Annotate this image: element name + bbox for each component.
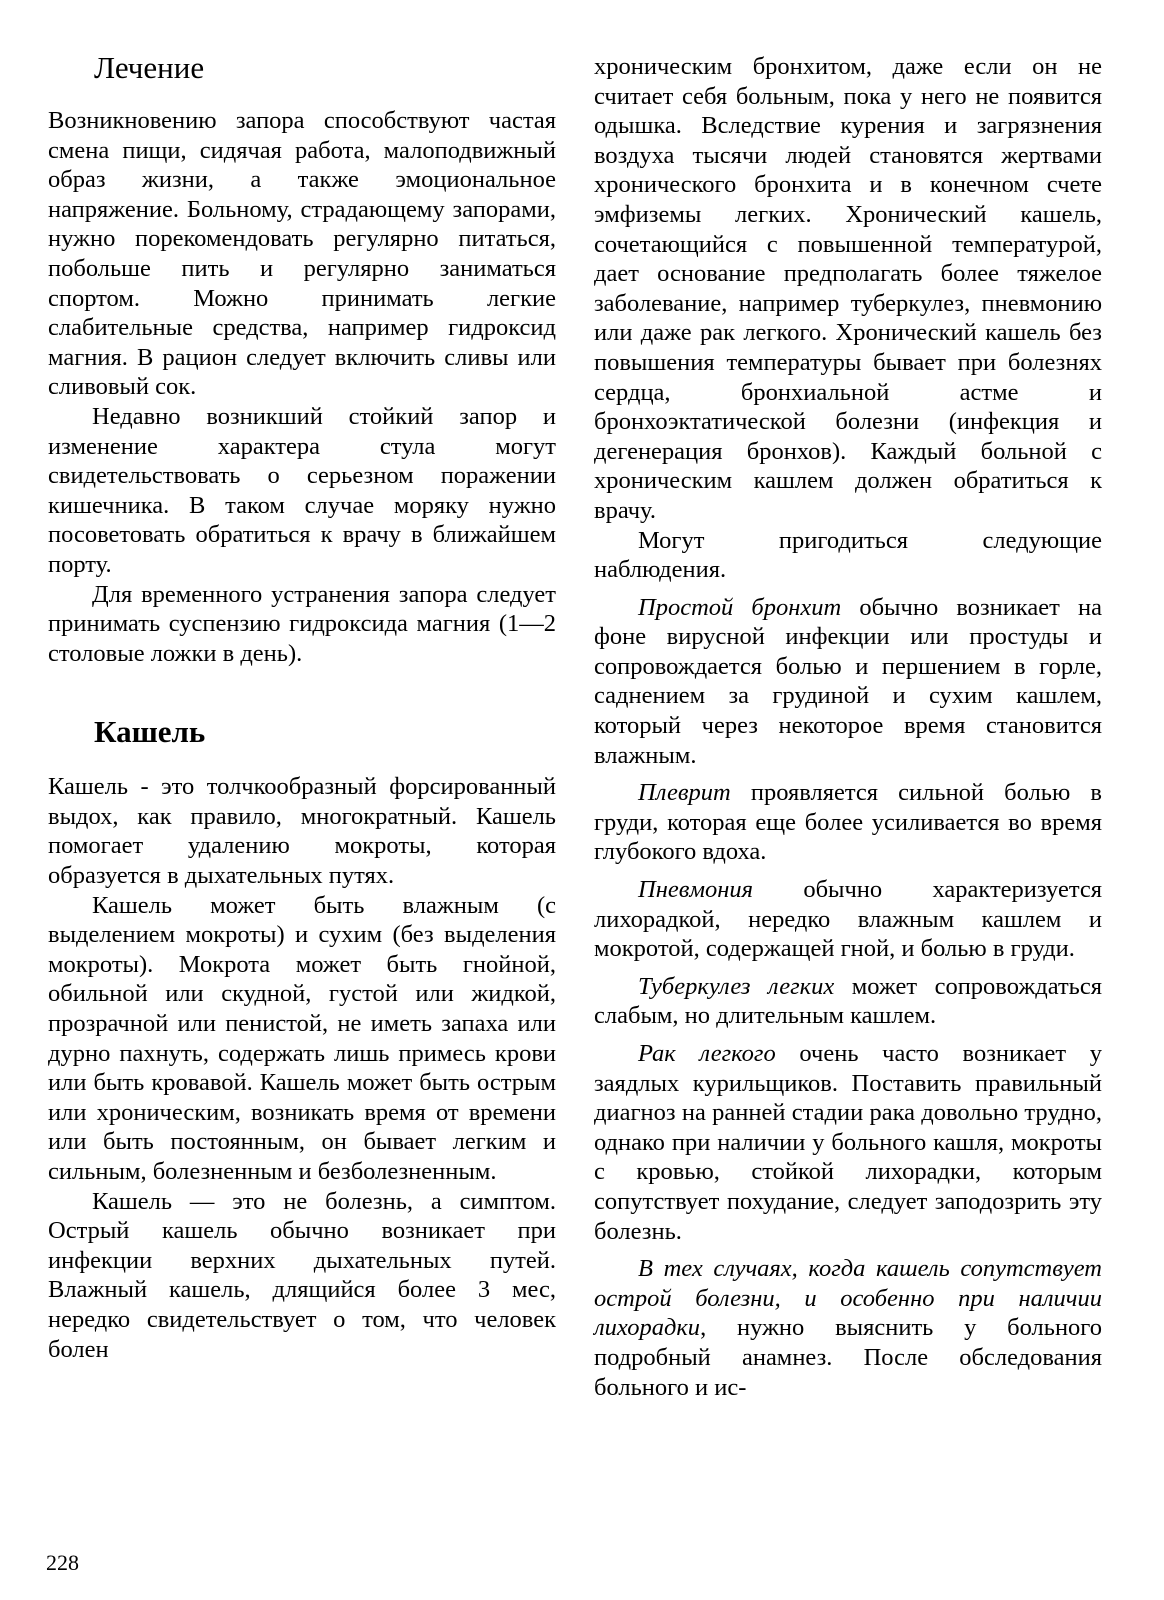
paragraph: хроническим бронхитом, даже если он не считает себя больным, пока у него не появится одышка. Вследствие курения и загрязнения воздуха тысячи людей становятся жертвами хронического бронхита и в конечном счете эмфиземы легких. Хронический кашель, сочетающийся с повышенной температурой, дает основание предполагать более тяжелое заболевание, например туберкулез, пневмонию или даже рак легкого. Хронический кашель без повышения температуры бывает при болезнях сердца, бронхиальной астме и бронхоэктатической болезни (инфекция и дегенерация бронхов). Каждый больной с хроническим кашлем должен обратиться к врачу.	[594, 53, 1102, 524]
paragraph-tuberculosis	[594, 972, 1102, 1031]
term-italic: В тех случаях, когда кашель сопутствует острой болезни, и особенно при наличии лихорадки	[594, 1255, 1102, 1342]
paragraph-pleurisy	[594, 778, 1102, 867]
paragraph-text: обычно возникает на фоне вирусной инфекции или простуды и сопровождается болью и першением в горле, саднением за грудиной и сухим кашлем, который через некоторое время становится влажным.	[594, 593, 1102, 769]
term-italic: Плеврит	[638, 779, 731, 807]
paragraph-text: , нужно выяснить у больного подробный анамнез. После обследования больного и ис-	[594, 1314, 1102, 1401]
paragraph-anamnesis	[594, 1254, 1102, 1402]
paragraph: Кашель - это толчкообразный форсированный выдох, как правило, многократный. Кашель помогает удалению мокроты, которая образуется в дыхательных путях.	[48, 773, 556, 890]
paragraph-pneumonia	[594, 875, 1102, 964]
paragraph-simple-bronchitis	[594, 593, 1102, 771]
paragraph-lung-cancer	[594, 1039, 1102, 1246]
paragraph: Возникновению запора способствуют частая смена пищи, сидячая работа, малоподвижный образ жизни, а также эмоциональное напряжение. Больному, страдающему запорами, нужно порекомендовать регулярно питаться, побольше пить и регулярно заниматься спортом. Можно принимать легкие слабительные средства, например гидроксид магния. В рацион следует включить сливы или сливовый сок.	[48, 107, 556, 401]
term-italic: Туберкулез легких	[638, 972, 835, 1000]
right-column	[594, 52, 1102, 1402]
paragraph-text: может сопровождаться слабым, но длительным кашлем.	[594, 972, 1103, 1030]
paragraph: Для временного устранения запора следует принимать суспензию гидроксида магния (1—2 столовые ложки в день).	[48, 580, 556, 667]
heading-treatment: Лечение	[94, 50, 205, 85]
paragraph-text: проявляется сильной болью в груди, которая еще более усиливается во время глубокого вдоха.	[594, 779, 1102, 866]
paragraph: Кашель — это не болезнь, а симптом. Острый кашель обычно возникает при инфекции верхних дыхательных путей. Влажный кашель, длящийся более 3 мес, нередко свидетельствует о том, что человек болен	[48, 1187, 556, 1363]
paragraph-text: обычно характеризуется лихорадкой, нередко влажным кашлем и мокротой, содержащей гной, и болью в груди.	[594, 876, 1102, 963]
term-italic: Простой бронхит	[638, 593, 842, 621]
heading-cough: Кашель	[94, 714, 206, 750]
left-column	[48, 50, 556, 1364]
paragraph-text: очень часто возникает у заядлых курильщиков. Поставить правильный диагноз на ранней стадии рака довольно трудно, однако при наличии у больного кашля, мокроты с кровью, стойкой лихорадки, которым сопутствует похудание, следует заподозрить эту болезнь.	[594, 1040, 1102, 1245]
paragraph: Могут пригодиться следующие наблюдения.	[594, 526, 1102, 584]
term-italic: Пневмония	[638, 876, 754, 904]
paragraph: Недавно возникший стойкий запор и изменение характера стула могут свидетельствовать о серьезном поражении кишечника. В таком случае моряку нужно посоветовать обратиться к врачу в ближайшем порту.	[48, 402, 556, 578]
page-number: 228	[46, 1550, 79, 1575]
paragraph: Кашель может быть влажным (с выделением мокроты) и сухим (без выделения мокроты). Мокрота может быть гнойной, обильной или скудной, густой или жидкой, прозрачной или пенистой, не иметь запаха или дурно пахнуть, содержать лишь примесь крови или быть кровавой. Кашель может быть острым или хроническим, возникать время от времени или быть постоянным, он бывает легким и сильным, болезненным и безболезненным.	[48, 891, 556, 1185]
term-italic: Рак легкого	[638, 1040, 776, 1067]
